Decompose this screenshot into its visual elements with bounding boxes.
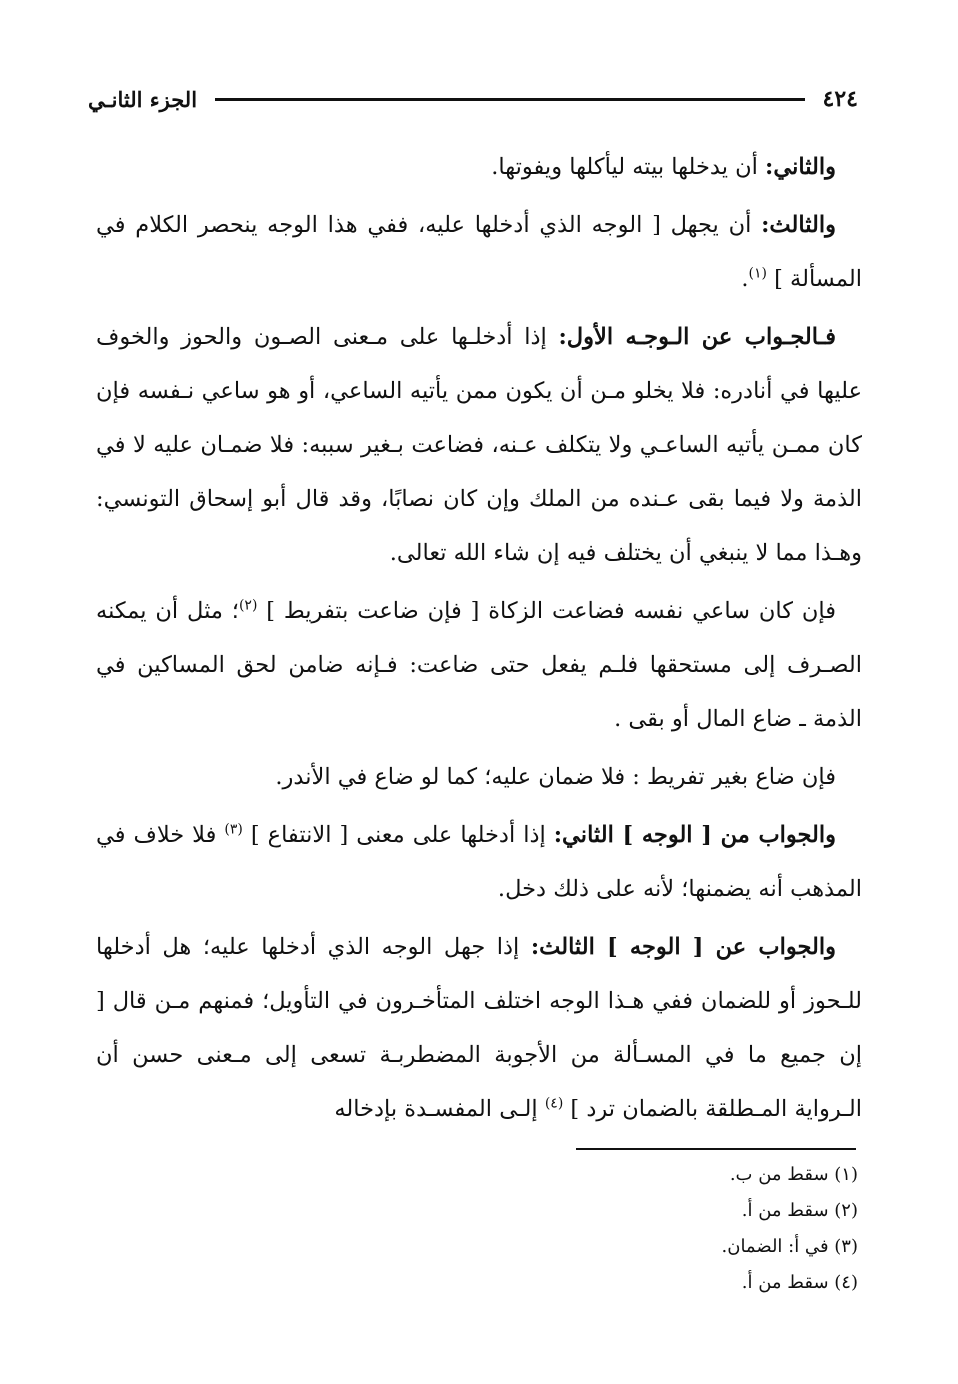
paragraph-lead: والجواب من [ الوجه ] الثاني:: [553, 822, 837, 848]
footnote: (٣) في أ: الضمان.: [721, 1236, 858, 1257]
paragraph-lead: والثاني:: [765, 154, 836, 180]
footnote: (٤) سقط من أ.: [741, 1272, 858, 1293]
paragraph-text: فإن كان ساعي نفسه فضاعت الزكاة [ فإن ضاعت بتفريط ]: [257, 598, 836, 624]
paragraph-tail: .: [741, 266, 749, 292]
footnote: (١) سقط من ب.: [729, 1164, 858, 1185]
page-number: ٤٢٤: [822, 86, 858, 112]
paragraph: [96, 920, 862, 1136]
paragraph: [96, 140, 862, 194]
paragraph: [96, 584, 862, 746]
paragraph: [96, 198, 862, 306]
paragraph-text: إذا أدخلها على معنى [ الانتفاع ]: [242, 822, 554, 848]
paragraph-text: إذا جهل الوجه الذي أدخلها عليه؛ هل أدخلها للـحوز أو للضمان ففي هـذا الوجه اختلف المتأخـرون في التأويل؛ فمنهم مـن قال [ إن جميع ما في المسـألة من الأجوبة المضطربـة تسعى إلى مـعنى حسن أن الـرواية المـطلقة بالضمان ترد ]: [96, 934, 862, 1122]
footnote-marker: (٤): [544, 1095, 564, 1112]
paragraph-lead: والثالث:: [761, 212, 836, 238]
page-body: [96, 140, 862, 1140]
paragraph-text: إذا أدخلـها على مـعنى الصـون والحوز والخوف عليها في أنادره: فلا يخلو مـن أن يكون ممن يأتيه الساعي، أو هو ساعي نـفسه فإن كان ممـن يأتيه الساعـي ولا يتكلف عـنه، فضاعت بـغير سببه: فلا ضمـان عليه لا في الذمة ولا فيما بقى عـنده من الملك وإن كان نصابًا، وقد قال أبو إسحاق التونسي: وهـذا مما لا ينبغي أن يختلف فيه إن شاء الله تعالى.: [96, 324, 862, 566]
footnote-separator: [576, 1148, 856, 1150]
footnote-marker: (١): [748, 265, 767, 282]
paragraph-text: أن يدخلها بيته ليأكلها ويفوتها.: [491, 154, 766, 180]
footnote: (٢) سقط من أ.: [741, 1200, 858, 1221]
paragraph-lead: والجواب عن [ الوجه ] الثالث:: [530, 934, 836, 960]
footnote-marker: (٣): [224, 821, 243, 838]
paragraph: [96, 310, 862, 580]
footnote-marker: (٢): [238, 597, 258, 614]
paragraph: [96, 750, 862, 804]
paragraph-text: أن يجهل [ الوجه الذي أدخلها عليه، ففي هذا الوجه ينحصر الكلام في المسألة ]: [96, 212, 862, 292]
paragraph-tail: فلا خلاف في المذهب أنه يضمنها؛ لأنه على ذلك دخل.: [96, 822, 862, 902]
header-rule: [215, 98, 805, 101]
paragraph-tail: إلـى المفسـدة بإدخاله: [334, 1096, 545, 1122]
page-header: [88, 82, 858, 116]
paragraph-lead: فـالجـواب عن الـوجـه الأول:: [558, 324, 836, 350]
paragraph-text: فإن ضاع بغير تفريط : فلا ضمان عليه؛ كما لو ضاع في الأندر.: [275, 764, 836, 790]
running-title: الجزء الثانـي: [88, 86, 198, 112]
paragraph-tail: ؛ مثل أن يمكنه الصـرف إلى مستحقها فلـم يفعل حتى ضاعت: فـإنه ضامن لحق المساكين في الذمة ـ ضاع المال أو بقى .: [96, 598, 862, 732]
paragraph: [96, 808, 862, 916]
footnotes: [96, 1157, 858, 1301]
